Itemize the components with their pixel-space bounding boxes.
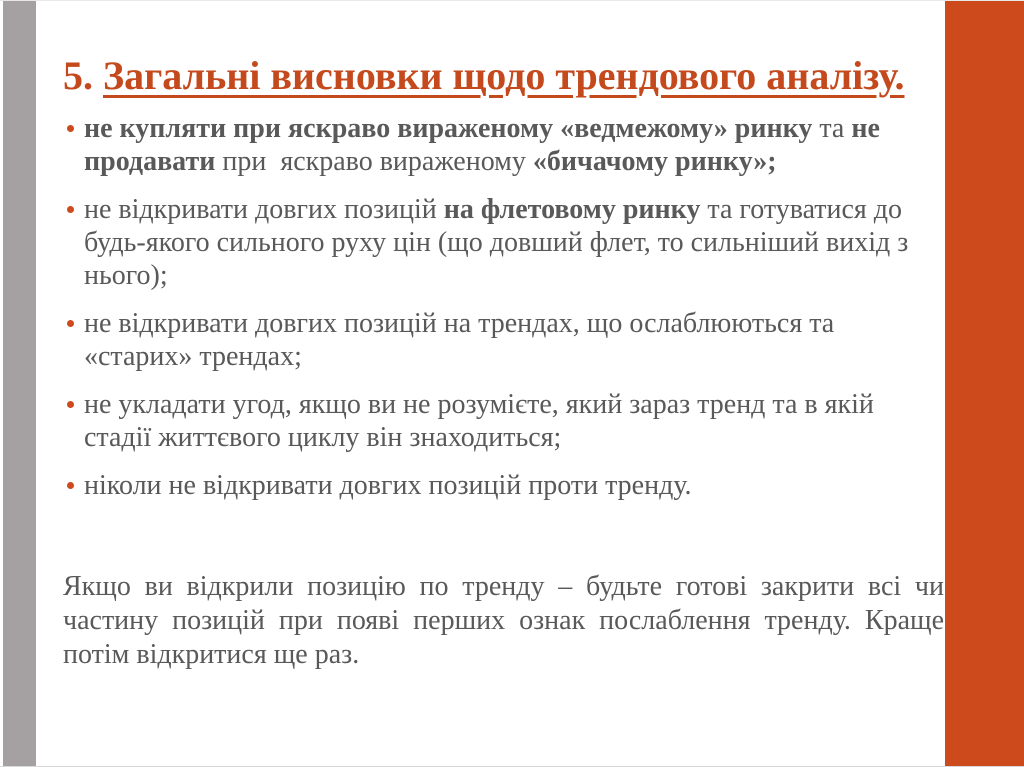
- list-item: [63, 307, 944, 373]
- bullet-list: [63, 112, 944, 502]
- title-number: 5.: [63, 53, 103, 98]
- bullet-text: не купляти при яскраво вираженому «ведмежому» ринку та не продавати при яскраво вираженому «бичачому ринку»;: [84, 113, 880, 177]
- bullet-dot-icon: [67, 401, 74, 408]
- bullet-dot-icon: [67, 125, 74, 132]
- closing-paragraph: Якщо ви відкрили позицію по тренду – будьте готові закрити всі чи частину позицій при появі перших ознак послаблення тренду. Краще потім відкритися ще раз.: [63, 571, 944, 670]
- list-item: [63, 193, 944, 292]
- left-accent-bar: [3, 0, 36, 767]
- bullet-text: ніколи не відкривати довгих позицій проти тренду.: [84, 470, 692, 501]
- bullet-dot-icon: [67, 482, 74, 489]
- slide-title: [63, 52, 944, 100]
- bullet-text: не відкривати довгих позицій на трендах, що ослаблюються та «старих» трендах;: [84, 308, 835, 372]
- bullet-text: не укладати угод, якщо ви не розумієте, який зараз тренд та в якій стадії життєвого циклу він знаходиться;: [84, 389, 874, 453]
- list-item: [63, 469, 944, 502]
- title-text: Загальні висновки щодо трендового аналізу.: [103, 53, 905, 98]
- bullet-dot-icon: [67, 320, 74, 327]
- slide-content: [63, 52, 944, 672]
- bullet-text: не відкривати довгих позицій на флетовому ринку та готуватися до будь-якого сильного руху цін (що довший флет, то сильніший вихід з нього);: [84, 194, 909, 291]
- right-accent-bar: [945, 0, 1024, 767]
- bullet-dot-icon: [67, 206, 74, 213]
- list-item: [63, 112, 944, 178]
- list-item: [63, 388, 944, 454]
